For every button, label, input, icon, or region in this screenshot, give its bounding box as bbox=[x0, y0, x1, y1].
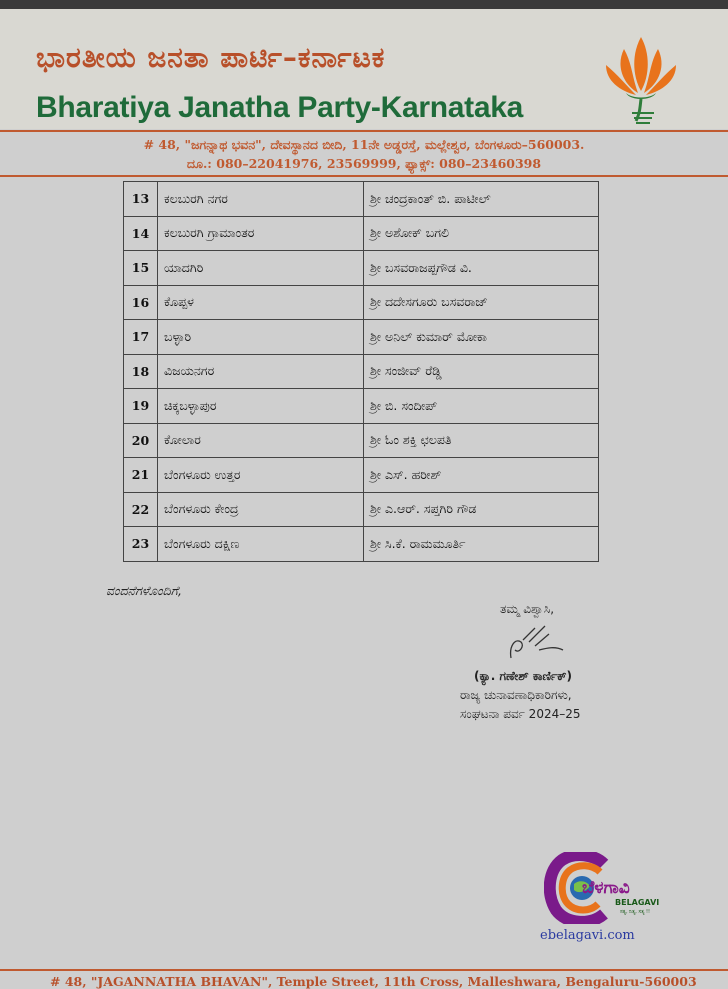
district-cell: ಬೆಂಗಳೂರು ಕೇಂದ್ರ bbox=[158, 492, 364, 527]
table-row bbox=[124, 458, 599, 493]
watermark-url: ebelagavi.com bbox=[540, 928, 635, 943]
district-cell: ಯಾದಗಿರಿ bbox=[158, 251, 364, 286]
officer-name-cell: ಶ್ರೀ ಸಿ.ಕೆ. ರಾಮಮೂರ್ತಿ bbox=[364, 527, 599, 562]
row-number: 16 bbox=[124, 285, 158, 320]
row-number: 19 bbox=[124, 389, 158, 424]
party-title-english: Bharatiya Janatha Party-Karnataka bbox=[36, 91, 523, 124]
signature-icon bbox=[505, 620, 565, 662]
watermark-english: BELAGAVI bbox=[615, 898, 660, 907]
table-row bbox=[124, 285, 599, 320]
signer-name: (ಕ್ಯಾ. ಗಣೇಶ್ ಕಾರ್ಣಿಕ್) bbox=[474, 669, 572, 683]
district-cell: ಬೆಂಗಳೂರು ಉತ್ತರ bbox=[158, 458, 364, 493]
address-line-2: ದೂ.: 080–22041976, 23569999, ಫ್ಯಾಕ್ಸ್: 080–23460398 bbox=[186, 156, 542, 171]
district-cell: ಚಿಕ್ಕಬಳ್ಳಾಪುರ bbox=[158, 389, 364, 424]
officer-name-cell: ಶ್ರೀ ಚಂದ್ರಕಾಂತ್ ಬಿ. ಪಾಟೀಲ್ bbox=[364, 182, 599, 217]
row-number: 17 bbox=[124, 320, 158, 355]
officer-name-cell: ಶ್ರೀ ಸಂಜೀವ್ ರೆಡ್ಡಿ bbox=[364, 354, 599, 389]
officer-name-cell: ಶ್ರೀ ಅನಿಲ್ ಕುಮಾರ್ ಮೋಕಾ bbox=[364, 320, 599, 355]
table-row bbox=[124, 354, 599, 389]
address-line-1: # 48, "ಜಗನ್ನಾಥ ಭವನ", ದೇವಸ್ಥಾನದ ಬೀದಿ, 11ನೇ ಅಡ್ಡರಸ್ತೆ, ಮಲ್ಲೇಶ್ವರ, ಬೆಂಗಳೂರು–560003. bbox=[143, 137, 585, 152]
district-cell: ಬಳ್ಳಾರಿ bbox=[158, 320, 364, 355]
district-cell: ಕೋಲಾರ bbox=[158, 423, 364, 458]
table-row bbox=[124, 320, 599, 355]
header-rule bbox=[0, 130, 728, 132]
row-number: 23 bbox=[124, 527, 158, 562]
letterhead bbox=[0, 9, 728, 129]
signer-role: ರಾಜ್ಯ ಚುನಾವಣಾಧಿಕಾರಿಗಳು, bbox=[460, 688, 572, 702]
closing-yours: ತಮ್ಮ ವಿಶ್ವಾಸಿ, bbox=[500, 602, 555, 616]
district-cell: ಬೆಂಗಳೂರು ದಕ್ಷಿಣ bbox=[158, 527, 364, 562]
table-row bbox=[124, 423, 599, 458]
officer-name-cell: ಶ್ರೀ ಅಶೋಕ್ ಬಗಲಿ bbox=[364, 216, 599, 251]
officer-name-cell: ಶ್ರೀ ಬಸವರಾಜಪ್ಪಗೌಡ ವಿ. bbox=[364, 251, 599, 286]
lotus-icon bbox=[596, 29, 686, 129]
row-number: 22 bbox=[124, 492, 158, 527]
row-number: 21 bbox=[124, 458, 158, 493]
row-number: 15 bbox=[124, 251, 158, 286]
table-row bbox=[124, 492, 599, 527]
row-number: 18 bbox=[124, 354, 158, 389]
row-number: 14 bbox=[124, 216, 158, 251]
district-cell: ಕಲಬುರಗಿ ಗ್ರಾಮಾಂತರ bbox=[158, 216, 364, 251]
top-border bbox=[0, 0, 728, 9]
district-cell: ಕೊಪ್ಪಳ bbox=[158, 285, 364, 320]
watermark bbox=[540, 852, 670, 947]
watermark-kannada: ಬೆಳಗಾವಿ bbox=[582, 878, 630, 898]
signer-campaign: ಸಂಘಟನಾ ಪರ್ವ 2024–25 bbox=[460, 707, 581, 721]
closing-thanks: ವಂದನೆಗಳೊಂದಿಗೆ, bbox=[106, 583, 182, 598]
officers-table bbox=[123, 181, 599, 562]
watermark-tagline: ಸತ್ಯ, ನಿತ್ಯ, ಸತ್ಯ !! bbox=[620, 909, 651, 915]
row-number: 13 bbox=[124, 182, 158, 217]
table-row bbox=[124, 389, 599, 424]
footer-address: # 48, "JAGANNATHA BHAVAN", Temple Street, 11th Cross, Malleshwara, Bengaluru-560003 bbox=[50, 974, 697, 989]
address-rule bbox=[0, 175, 728, 177]
row-number: 20 bbox=[124, 423, 158, 458]
officer-name-cell: ಶ್ರೀ ಓಂ ಶಕ್ತಿ ಛಲಪತಿ bbox=[364, 423, 599, 458]
table-row bbox=[124, 527, 599, 562]
officer-name-cell: ಶ್ರೀ ಬಿ. ಸಂದೀಪ್ bbox=[364, 389, 599, 424]
table-row bbox=[124, 216, 599, 251]
table-row bbox=[124, 251, 599, 286]
officer-name-cell: ಶ್ರೀ ಎಸ್. ಹರೀಶ್ bbox=[364, 458, 599, 493]
officer-name-cell: ಶ್ರೀ ಎ.ಆರ್. ಸಪ್ತಗಿರಿ ಗೌಡ bbox=[364, 492, 599, 527]
district-cell: ಕಲಬುರಗಿ ನಗರ bbox=[158, 182, 364, 217]
party-title-kannada: ಭಾರತೀಯ ಜನತಾ ಪಾರ್ಟಿ–ಕರ್ನಾಟಕ bbox=[36, 41, 386, 74]
footer-rule bbox=[0, 969, 728, 971]
district-cell: ವಿಜಯನಗರ bbox=[158, 354, 364, 389]
officer-name-cell: ಶ್ರೀ ದದೇಸಗೂರು ಬಸವರಾಜ್ bbox=[364, 285, 599, 320]
table-row bbox=[124, 182, 599, 217]
